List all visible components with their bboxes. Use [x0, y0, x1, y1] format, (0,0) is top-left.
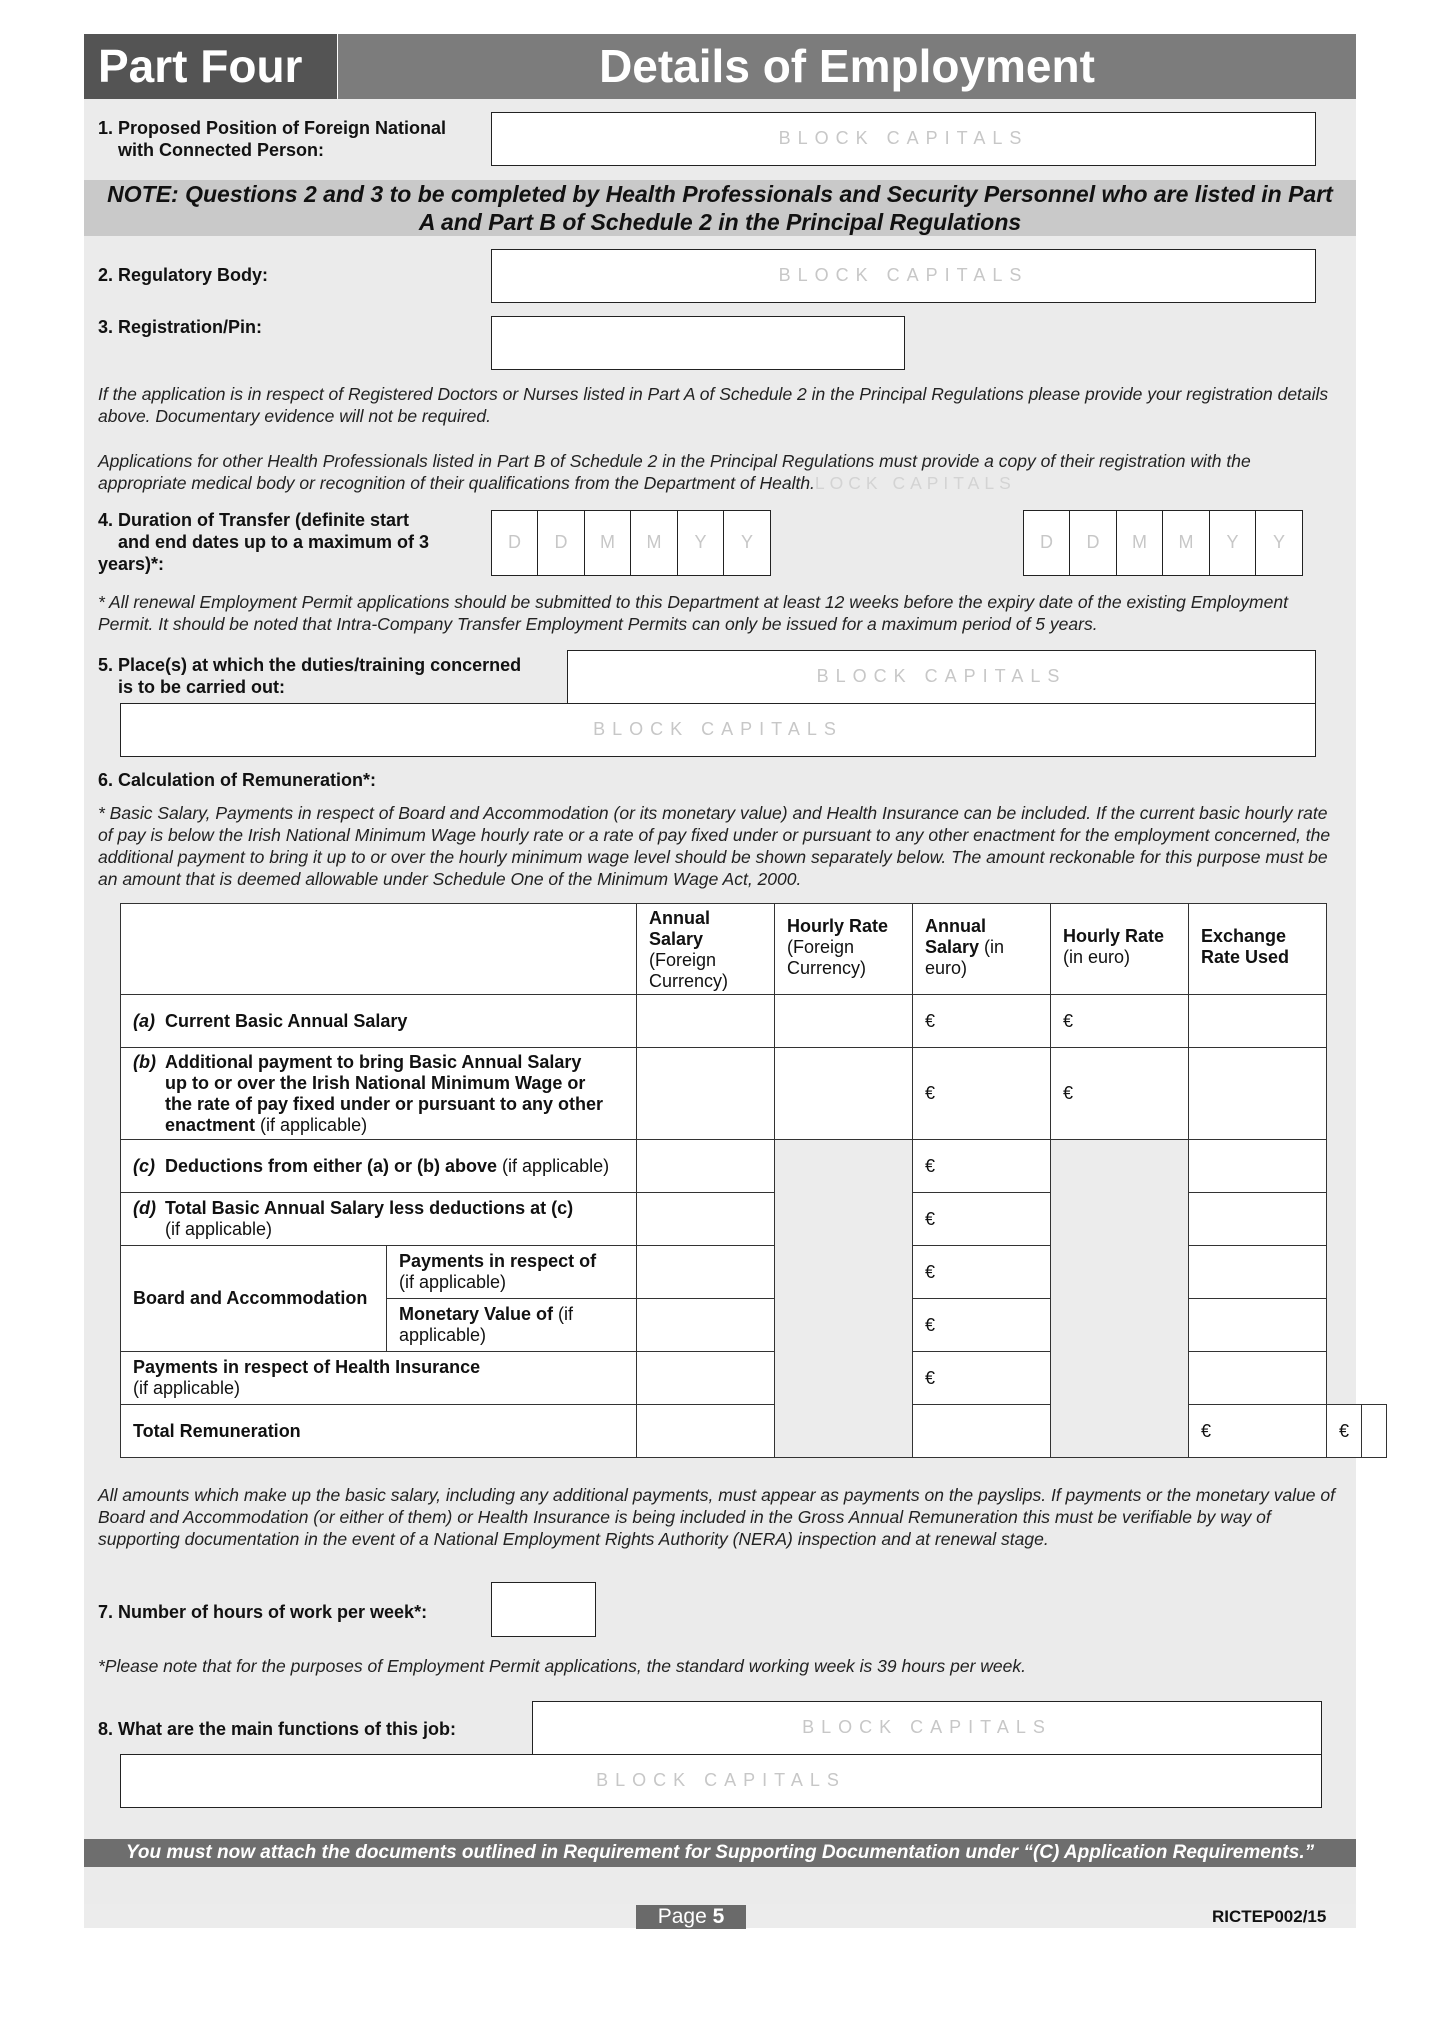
page-title: Details of Employment	[338, 34, 1356, 99]
col-hourly-foreign-title: Hourly Rate	[787, 916, 889, 936]
remuneration-table	[120, 903, 1387, 1458]
note-banner	[84, 180, 1356, 236]
health-euro-cell[interactable]: €	[913, 1352, 1051, 1405]
health-insurance-text: Payments in respect of Health Insurance	[133, 1357, 481, 1377]
health-foreign-cell[interactable]	[637, 1352, 775, 1405]
position-placeholder: BLOCK CAPITALS	[778, 128, 1029, 148]
form-code: RICTEP002/15	[1212, 1907, 1327, 1926]
page-num: 5	[712, 1905, 725, 1928]
job-functions-input-1[interactable]	[532, 1701, 1322, 1755]
place-placeholder-1: BLOCK CAPITALS	[816, 666, 1067, 686]
end-month-1[interactable]: M	[1116, 510, 1164, 576]
row-b-label	[121, 1048, 637, 1140]
q1-label: 1. Proposed Position of Foreign National with Connected Person:	[98, 118, 447, 160]
job-functions-placeholder-1: BLOCK CAPITALS	[802, 1717, 1052, 1737]
place-placeholder-2: BLOCK CAPITALS	[593, 719, 843, 739]
board-monetary-foreign-cell[interactable]	[637, 1299, 775, 1352]
board-payments-label	[387, 1246, 637, 1299]
amounts-note: All amounts which make up the basic salary, including any additional payments, must appear as payments on the payslips. If payments or the monetary value of Board and Accommodation (or either of them) or Health Insurance is being included in the Gross Annual Remuneration this must be verifiable by way of supporting documentation in the event of a National Employment Rights Authority (NERA) inspection and at renewal stage.	[98, 1485, 1335, 1549]
b-exchange-cell[interactable]	[1189, 1048, 1327, 1140]
total-annual-foreign-cell[interactable]	[637, 1405, 775, 1458]
board-payments-foreign-cell[interactable]	[637, 1246, 775, 1299]
a-hourly-euro-cell[interactable]: €	[1051, 995, 1189, 1048]
start-month-2[interactable]: M	[630, 510, 678, 576]
row-c-key: (c)	[133, 1155, 155, 1176]
header-blank	[121, 904, 637, 995]
note-text: NOTE: Questions 2 and 3 to be completed by Health Professionals and Security Personnel who are listed in Part A and Part B of Schedule 2 in the Principal Regulations	[107, 181, 1333, 235]
ghost-text: LOCK CAPITALS	[814, 473, 1016, 493]
col-hourly-foreign	[775, 904, 913, 995]
row-d-text: Total Basic Annual Salary less deductions at (c)	[165, 1198, 574, 1218]
attach-documents-banner: You must now attach the documents outlined in Requirement for Supporting Documentation under “(C) Application Requirements.”	[84, 1839, 1356, 1867]
place-input-2[interactable]	[120, 703, 1316, 757]
health-exchange-cell[interactable]	[1189, 1352, 1327, 1405]
registration-pin-input[interactable]	[491, 316, 905, 370]
hourly-foreign-shaded	[775, 1140, 913, 1458]
row-b-key: (b)	[133, 1051, 156, 1072]
row-a-key: (a)	[133, 1010, 155, 1031]
col-annual-euro	[913, 904, 1051, 995]
page-number	[636, 1905, 746, 1929]
total-hourly-foreign-cell[interactable]	[913, 1405, 1051, 1458]
b-hourly-euro-cell[interactable]: €	[1051, 1048, 1189, 1140]
a-annual-euro-cell[interactable]: €	[913, 995, 1051, 1048]
d-annual-foreign-cell[interactable]	[637, 1193, 775, 1246]
col-annual-euro-title: Annual Salary	[925, 916, 986, 957]
col-annual-euro-sub: (in euro)	[925, 937, 1005, 978]
q4-label: 4. Duration of Transfer (definite start and end dates up to a maximum of 3 years)*:	[98, 510, 430, 574]
row-d-key: (d)	[133, 1198, 156, 1218]
health-insurance-suffix: (if applicable)	[133, 1378, 241, 1398]
page-word: Page	[657, 1905, 713, 1928]
other-professionals-note	[98, 450, 1338, 494]
row-c-suffix: (if applicable)	[497, 1155, 610, 1176]
regulatory-body-input[interactable]	[491, 249, 1316, 303]
working-week-note: *Please note that for the purposes of Employment Permit applications, the standard working week is 39 hours per week.	[98, 1656, 1026, 1676]
q3-label: 3. Registration/Pin:	[98, 317, 263, 337]
regulatory-body-placeholder: BLOCK CAPITALS	[778, 265, 1029, 285]
board-payments-suffix: (if applicable)	[399, 1272, 507, 1292]
job-functions-placeholder-2: BLOCK CAPITALS	[596, 1770, 846, 1790]
part-label: Part Four	[84, 34, 337, 99]
row-d-suffix: (if applicable)	[165, 1219, 273, 1239]
row-c-label	[121, 1140, 637, 1193]
q8-label: 8. What are the main functions of this job:	[98, 1719, 457, 1739]
health-insurance-label	[121, 1352, 637, 1405]
col-hourly-euro	[1051, 904, 1189, 995]
end-year-1[interactable]: Y	[1209, 510, 1257, 576]
d-exchange-cell[interactable]	[1189, 1193, 1327, 1246]
end-day-2[interactable]: D	[1069, 510, 1117, 576]
d-annual-euro-cell[interactable]: €	[913, 1193, 1051, 1246]
other-professionals-text: Applications for other Health Professionals listed in Part B of Schedule 2 in the Principal Regulations must provide a copy of their registration with the appropriate medical body or recognition of their qualifications from the Department of Health.	[98, 451, 1251, 493]
renewal-note: * All renewal Employment Permit applications should be submitted to this Department at least 12 weeks before the expiry date of the existing Employment Permit. It should be noted that Intra-Company Transfer Employment Permits can only be issued for a maximum period of 5 years.	[98, 592, 1288, 634]
total-hourly-euro-cell[interactable]: €	[1327, 1405, 1362, 1458]
a-hourly-foreign-cell[interactable]	[775, 995, 913, 1048]
col-hourly-foreign-sub: (Foreign Currency)	[787, 937, 867, 978]
b-annual-euro-cell[interactable]: €	[913, 1048, 1051, 1140]
q2-label: 2. Regulatory Body:	[98, 265, 269, 285]
board-monetary-exchange-cell[interactable]	[1189, 1299, 1327, 1352]
row-b-suffix: (if applicable)	[255, 1114, 368, 1135]
end-month-2[interactable]: M	[1162, 510, 1210, 576]
total-annual-euro-cell[interactable]: €	[1189, 1405, 1327, 1458]
a-annual-foreign-cell[interactable]	[637, 995, 775, 1048]
c-annual-foreign-cell[interactable]	[637, 1140, 775, 1193]
end-day-1[interactable]: D	[1023, 510, 1071, 576]
col-exchange-rate: Exchange Rate Used	[1189, 904, 1327, 995]
hourly-euro-shaded	[1051, 1140, 1189, 1458]
board-payments-text: Payments in respect of	[399, 1251, 597, 1271]
c-exchange-cell[interactable]	[1189, 1140, 1327, 1193]
total-exchange-cell[interactable]	[1362, 1405, 1387, 1458]
board-payments-exchange-cell[interactable]	[1189, 1246, 1327, 1299]
position-input[interactable]	[491, 112, 1316, 166]
start-day-2[interactable]: D	[537, 510, 585, 576]
remuneration-note: * Basic Salary, Payments in respect of Board and Accommodation (or its monetary value) and Health Insurance can be included. If the current basic hourly rate of pay is below the Irish National Minimum Wage hourly rate or a rate of pay fixed under or pursuant to any other enactment for the employment concerned, the additional payment to bring it up to or over the hourly minimum wage level should be shown separately below. The amount reckonable for this purpose must be an amount that is deemed allowable under Schedule One of the Minimum Wage Act, 2000.	[98, 803, 1331, 889]
col-hourly-euro-sub: (in euro)	[1063, 947, 1131, 967]
q5-label: 5. Place(s) at which the duties/training concerned is to be carried out:	[98, 655, 522, 697]
q6-label: 6. Calculation of Remuneration*:	[98, 770, 377, 790]
row-a-text: Current Basic Annual Salary	[165, 1010, 408, 1031]
board-monetary-text: Monetary Value of	[399, 1304, 554, 1324]
total-remuneration-label: Total Remuneration	[121, 1405, 637, 1458]
start-month-1[interactable]: M	[584, 510, 632, 576]
a-exchange-cell[interactable]	[1189, 995, 1327, 1048]
end-year-2[interactable]: Y	[1255, 510, 1303, 576]
c-annual-euro-cell[interactable]: €	[913, 1140, 1051, 1193]
row-a-label	[121, 995, 637, 1048]
board-accommodation-label: Board and Accommodation	[121, 1246, 387, 1352]
board-monetary-euro-cell[interactable]: €	[913, 1299, 1051, 1352]
end-date-field[interactable]	[1024, 510, 1303, 576]
board-monetary-suffix: (if applicable)	[399, 1304, 574, 1345]
b-annual-foreign-cell[interactable]	[637, 1048, 775, 1140]
hours-per-week-input[interactable]	[491, 1582, 596, 1637]
start-year-2[interactable]: Y	[723, 510, 771, 576]
col-annual-foreign-title: Annual Salary	[649, 908, 710, 949]
start-date-field[interactable]	[492, 510, 771, 576]
place-input-1[interactable]	[567, 650, 1316, 704]
col-annual-foreign-sub: (Foreign Currency)	[649, 950, 729, 991]
start-day-1[interactable]: D	[491, 510, 539, 576]
start-year-1[interactable]: Y	[677, 510, 725, 576]
job-functions-input-2[interactable]	[120, 1754, 1322, 1808]
row-d-label	[121, 1193, 637, 1246]
col-hourly-euro-title: Hourly Rate	[1063, 926, 1165, 946]
col-annual-foreign	[637, 904, 775, 995]
doctors-nurses-note: If the application is in respect of Registered Doctors or Nurses listed in Part A of Schedule 2 in the Principal Regulations please provide your registration details above. Documentary evidence will not be required.	[98, 384, 1329, 426]
row-b-text: Additional payment to bring Basic Annual Salary up to or over the Irish National Minimum Wage or the rate of pay fixed under or pursuant to any other enactment	[165, 1051, 604, 1135]
row-c-text: Deductions from either (a) or (b) above	[165, 1155, 498, 1176]
b-hourly-foreign-cell[interactable]	[775, 1048, 913, 1140]
board-payments-euro-cell[interactable]: €	[913, 1246, 1051, 1299]
q7-label: 7. Number of hours of work per week*:	[98, 1602, 428, 1622]
board-monetary-label	[387, 1299, 637, 1352]
